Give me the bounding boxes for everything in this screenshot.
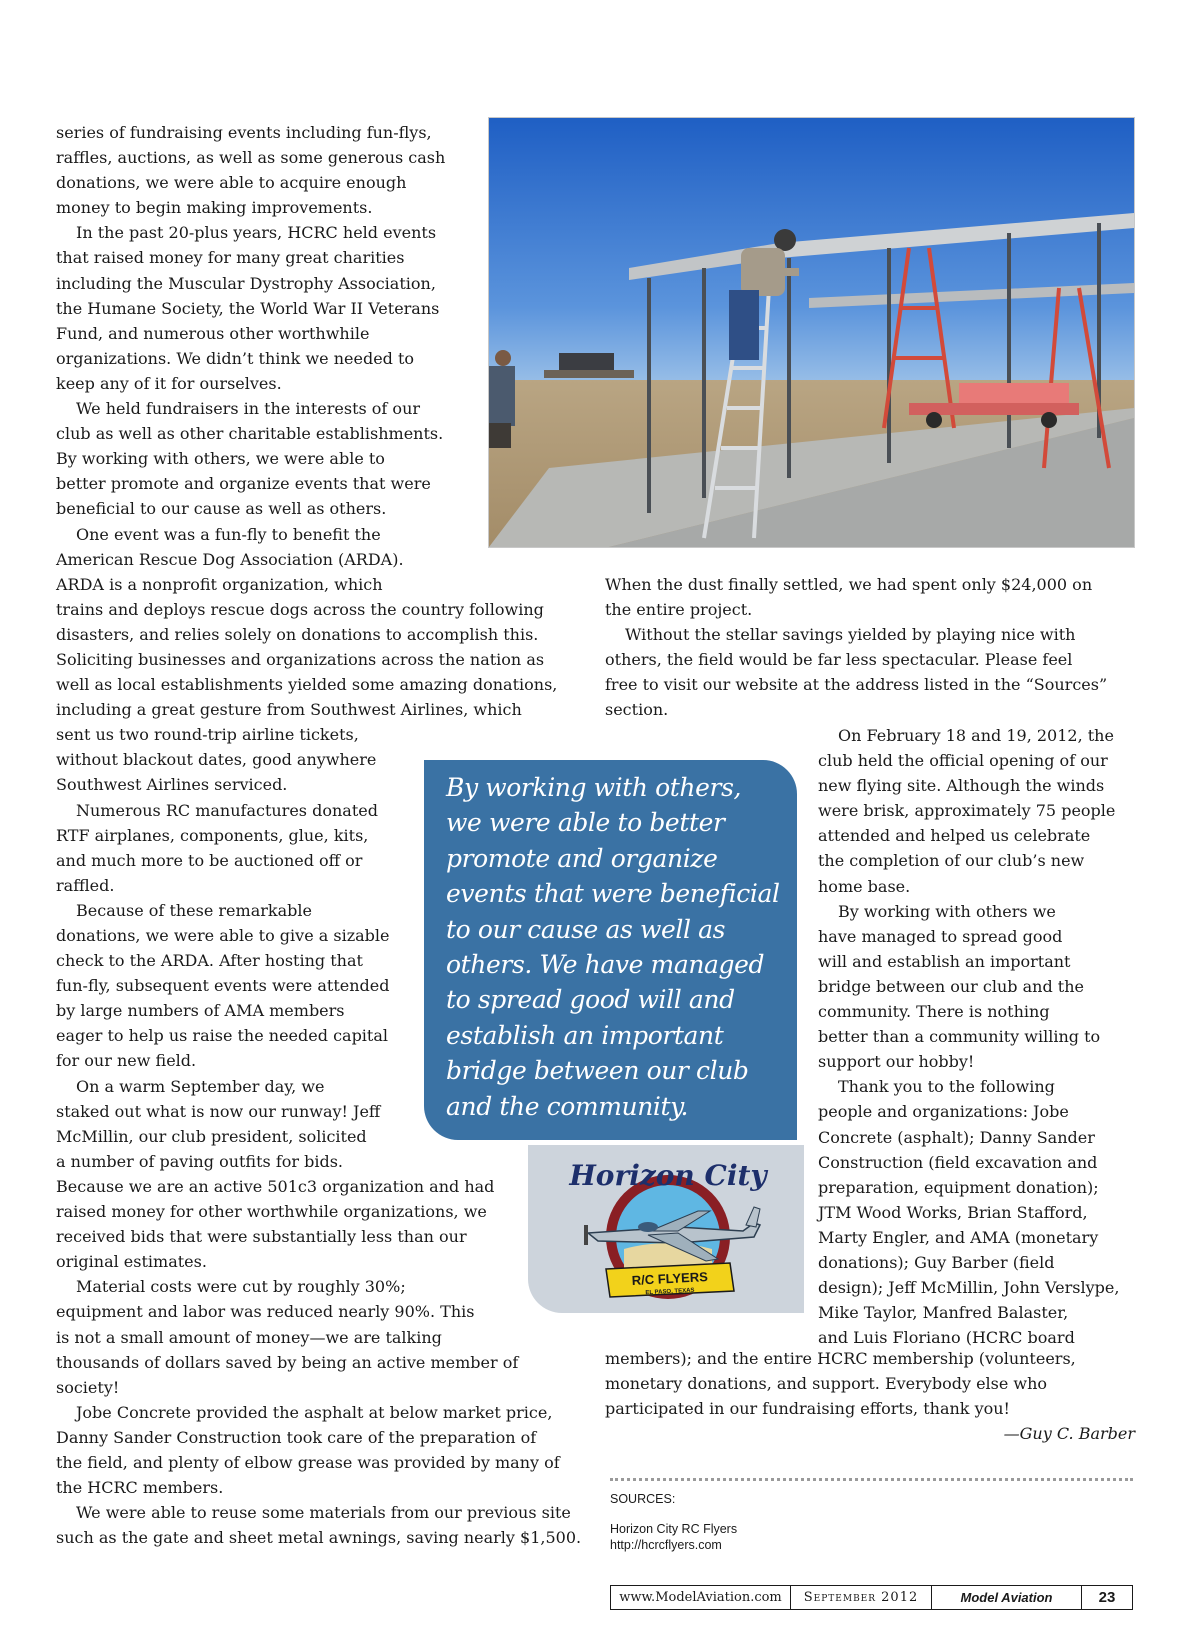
para-runway: On a warm September day, we staked out what is now our runway! Jeff McMillin, our club president, solicited a number of paving outfits for bids. Because we are an active 501c3 organization and had raised money for other worthwhile organizations, we received bids that were substantially less than our original estimates. <box>56 1076 495 1272</box>
para-reuse: We were able to reuse some materials from our previous site such as the gate and sheet metal awnings, saving nearly $1,500. <box>56 1503 582 1548</box>
para-fundraisers: We held fundraisers in the interests of our club as well as other charitable establishments. By working with others, we were able to better promote and organize events that were beneficial to our cause as well as others. <box>56 399 444 519</box>
sources-section <box>610 1478 1133 1553</box>
para-charities: In the past 20-plus years, HCRC held events that raised money for many great charities including the Muscular Dystrophy Association, the Humane Society, the World War II Veterans Fund, and numerous other worthwhile organizations. We didn’t think we needed to keep any of it for ourselves. <box>56 223 440 393</box>
photo-illustration <box>489 118 1134 547</box>
logo-banner-subtext: EL PASO, TEXAS <box>645 1287 695 1297</box>
club-logo-panel <box>528 1145 804 1313</box>
pull-quote <box>424 760 797 1140</box>
pull-quote-text: By working with others, we were able to better promote and organize events that were beneficial to our cause as well as others. We have managed to spread good will and establish an important bridge between our club and the community. <box>446 773 780 1121</box>
welding-photo <box>488 117 1135 548</box>
para-arda: One event was a fun-fly to benefit the American Rescue Dog Association (ARDA). ARDA is a nonprofit organization, which trains and deploys rescue dogs across the country following disasters, and relies solely on donations to accomplish this. Soliciting businesses and organizations across the nation as well as local establishments yielded some amazing donations, including a great gesture from Southwest Airlines, which sent us two round-trip airline tickets, without blackout dates, good anywhere Southwest Airlines serviced. <box>56 524 558 795</box>
para-jobe: Jobe Concrete provided the asphalt at below market price, Danny Sander Construction took care of the preparation of the field, and plenty of elbow grease was provided by many of the HCRC members. <box>56 1402 560 1498</box>
para-february: On February 18 and 19, 2012, the club held the official opening of our new flying site. Although the winds were brisk, approximately 75 people attended and helped us celebrate the completion of our club’s new home base. <box>818 726 1116 896</box>
para-thanks: Thank you to the following people and organizations: Jobe Concrete (asphalt); Danny Sander Construction (field excavation and preparation, equipment donation); JTM Wood Works, Brian Stafford, Marty Engler, and AMA (monetary donations); Guy Barber (field design); Jeff McMillin, John Verslype, Mike Taylor, Manfred Balaster, and Luis Floriano (HCRC board <box>818 1077 1120 1348</box>
sources-heading: SOURCES: <box>610 1492 676 1506</box>
right-column-bottom: members); and the entire HCRC membership (volunteers, monetary donations, and support. Everybody else who participated in our fundraising efforts, thank you! —Guy C. Barber <box>605 1346 1135 1446</box>
source-name: Horizon City RC Flyers <box>610 1522 738 1536</box>
footer-website[interactable]: www.ModelAviation.com <box>611 1586 791 1609</box>
footer-magazine-title: Model Aviation <box>932 1586 1082 1609</box>
right-column <box>605 572 1135 723</box>
logo-banner-text: R/C FLYERS <box>631 1269 709 1288</box>
sources-divider <box>610 1478 1133 1481</box>
para-manufacturers: Numerous RC manufactures donated RTF airplanes, components, glue, kits, and much more to be auctioned off or raffled. <box>56 800 378 895</box>
para-stellar: Without the stellar savings yielded by playing nice with others, the field would be far less spectacular. Please feel free to visit our website at the address listed in the “Sources” section. <box>605 625 1108 720</box>
author-signature: —Guy C. Barber <box>1003 1424 1135 1444</box>
para-intro: series of fundraising events including fun-flys, raffles, auctions, as well as some generous cash donations, we were able to acquire enough money to begin making improvements. <box>56 123 446 218</box>
para-costs: Material costs were cut by roughly 30%; equipment and labor was reduced nearly 90%. This is not a small amount of money—we are talking thousands of dollars saved by being an active member of society! <box>56 1277 519 1397</box>
logo-title: Horizon City <box>569 1159 767 1192</box>
para-working: By working with others we have managed to spread good will and establish an important bridge between our club and the community. There is nothing better than a community willing to support our hobby! <box>818 901 1101 1072</box>
footer-page-number: 23 <box>1098 1589 1116 1606</box>
footer-issue-date: September 2012 <box>791 1586 932 1609</box>
right-column-lower <box>818 723 1138 1350</box>
club-logo <box>528 1145 804 1313</box>
source-url[interactable]: http://hcrcflyers.com <box>610 1538 722 1552</box>
para-dust: When the dust finally settled, we had spent only $24,000 on the entire project. <box>605 575 1093 620</box>
para-donations: Because of these remarkable donations, we were able to give a sizable check to the ARDA. After hosting that fun-fly, subsequent events were attended by large numbers of AMA members eager to help us raise the needed capital for our new field. <box>56 900 390 1071</box>
page-footer <box>610 1585 1133 1610</box>
